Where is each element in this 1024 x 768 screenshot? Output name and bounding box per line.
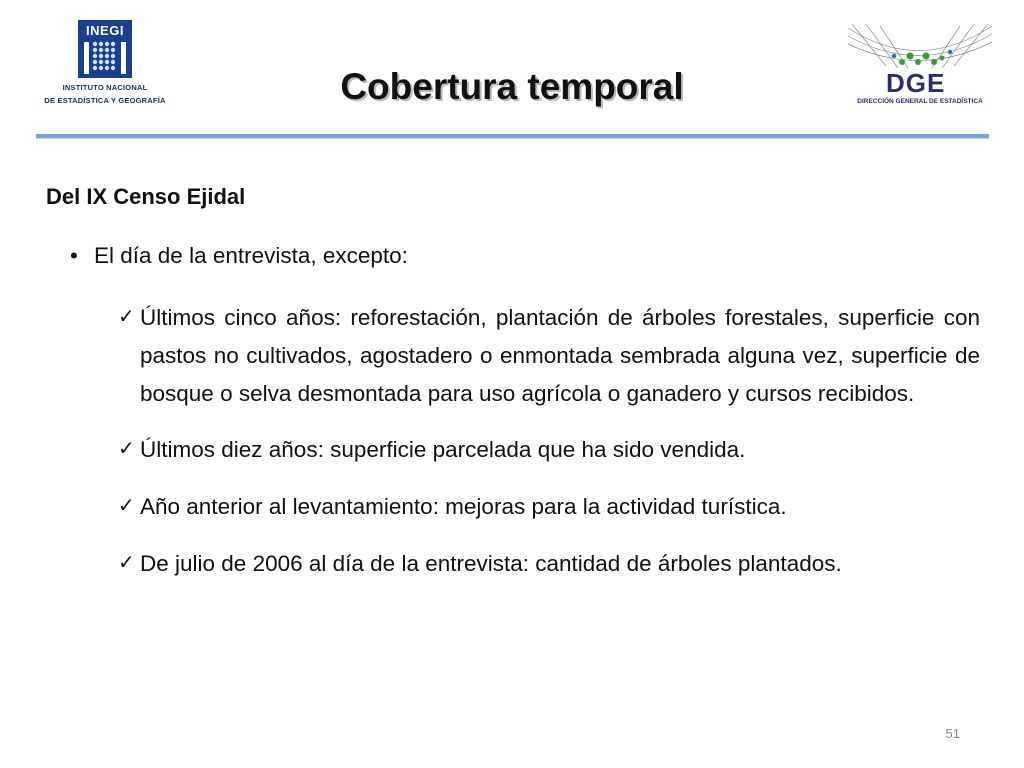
dge-logo-subtitle: DIRECCIÓN GENERAL DE ESTADÍSTICA [857,98,983,105]
bullet-icon: • [70,243,78,268]
dge-network-icon [846,22,994,74]
header-divider [36,134,989,139]
check-item-text: Año anterior al levantamiento: mejoras para la actividad turística. [140,494,787,520]
check-item [118,299,980,412]
check-item-text: Últimos diez años: superficie parcelada que ha sido vendida. [140,437,746,463]
checkmark-icon: ✓ [118,306,135,328]
check-item [118,431,980,469]
page-number: 51 [945,726,960,741]
inegi-logo-word: INEGI [86,23,124,38]
bullet-text: El día de la entrevista, excepto: [94,243,408,268]
dge-logo-word: DGE [886,68,946,98]
bullet-item [70,243,408,269]
checkmark-icon: ✓ [118,438,135,461]
inegi-logo-line-2: DE ESTADÍSTICA Y GEOGRAFÍA [44,96,166,105]
check-item [118,545,980,583]
check-item-text: Últimos cinco años: reforestación, plantación de árboles forestales, superficie con pastos no cultivados, agostadero o enmontada sembrada alguna vez, superficie de bosque o selva desmontada para uso agrícola o ganadero y cursos recibidos. [140,305,980,406]
section-heading: Del IX Censo Ejidal [46,184,246,209]
slide-title: Cobertura temporal [340,66,684,107]
check-item-text: De julio de 2006 al día de la entrevista: cantidad de árboles plantados. [140,550,842,576]
inegi-logo-line-1: INSTITUTO NACIONAL [62,83,148,92]
check-list [118,299,980,602]
check-item [118,488,980,526]
checkmark-icon: ✓ [118,551,135,574]
checkmark-icon: ✓ [118,495,135,518]
dge-logo [846,22,994,112]
